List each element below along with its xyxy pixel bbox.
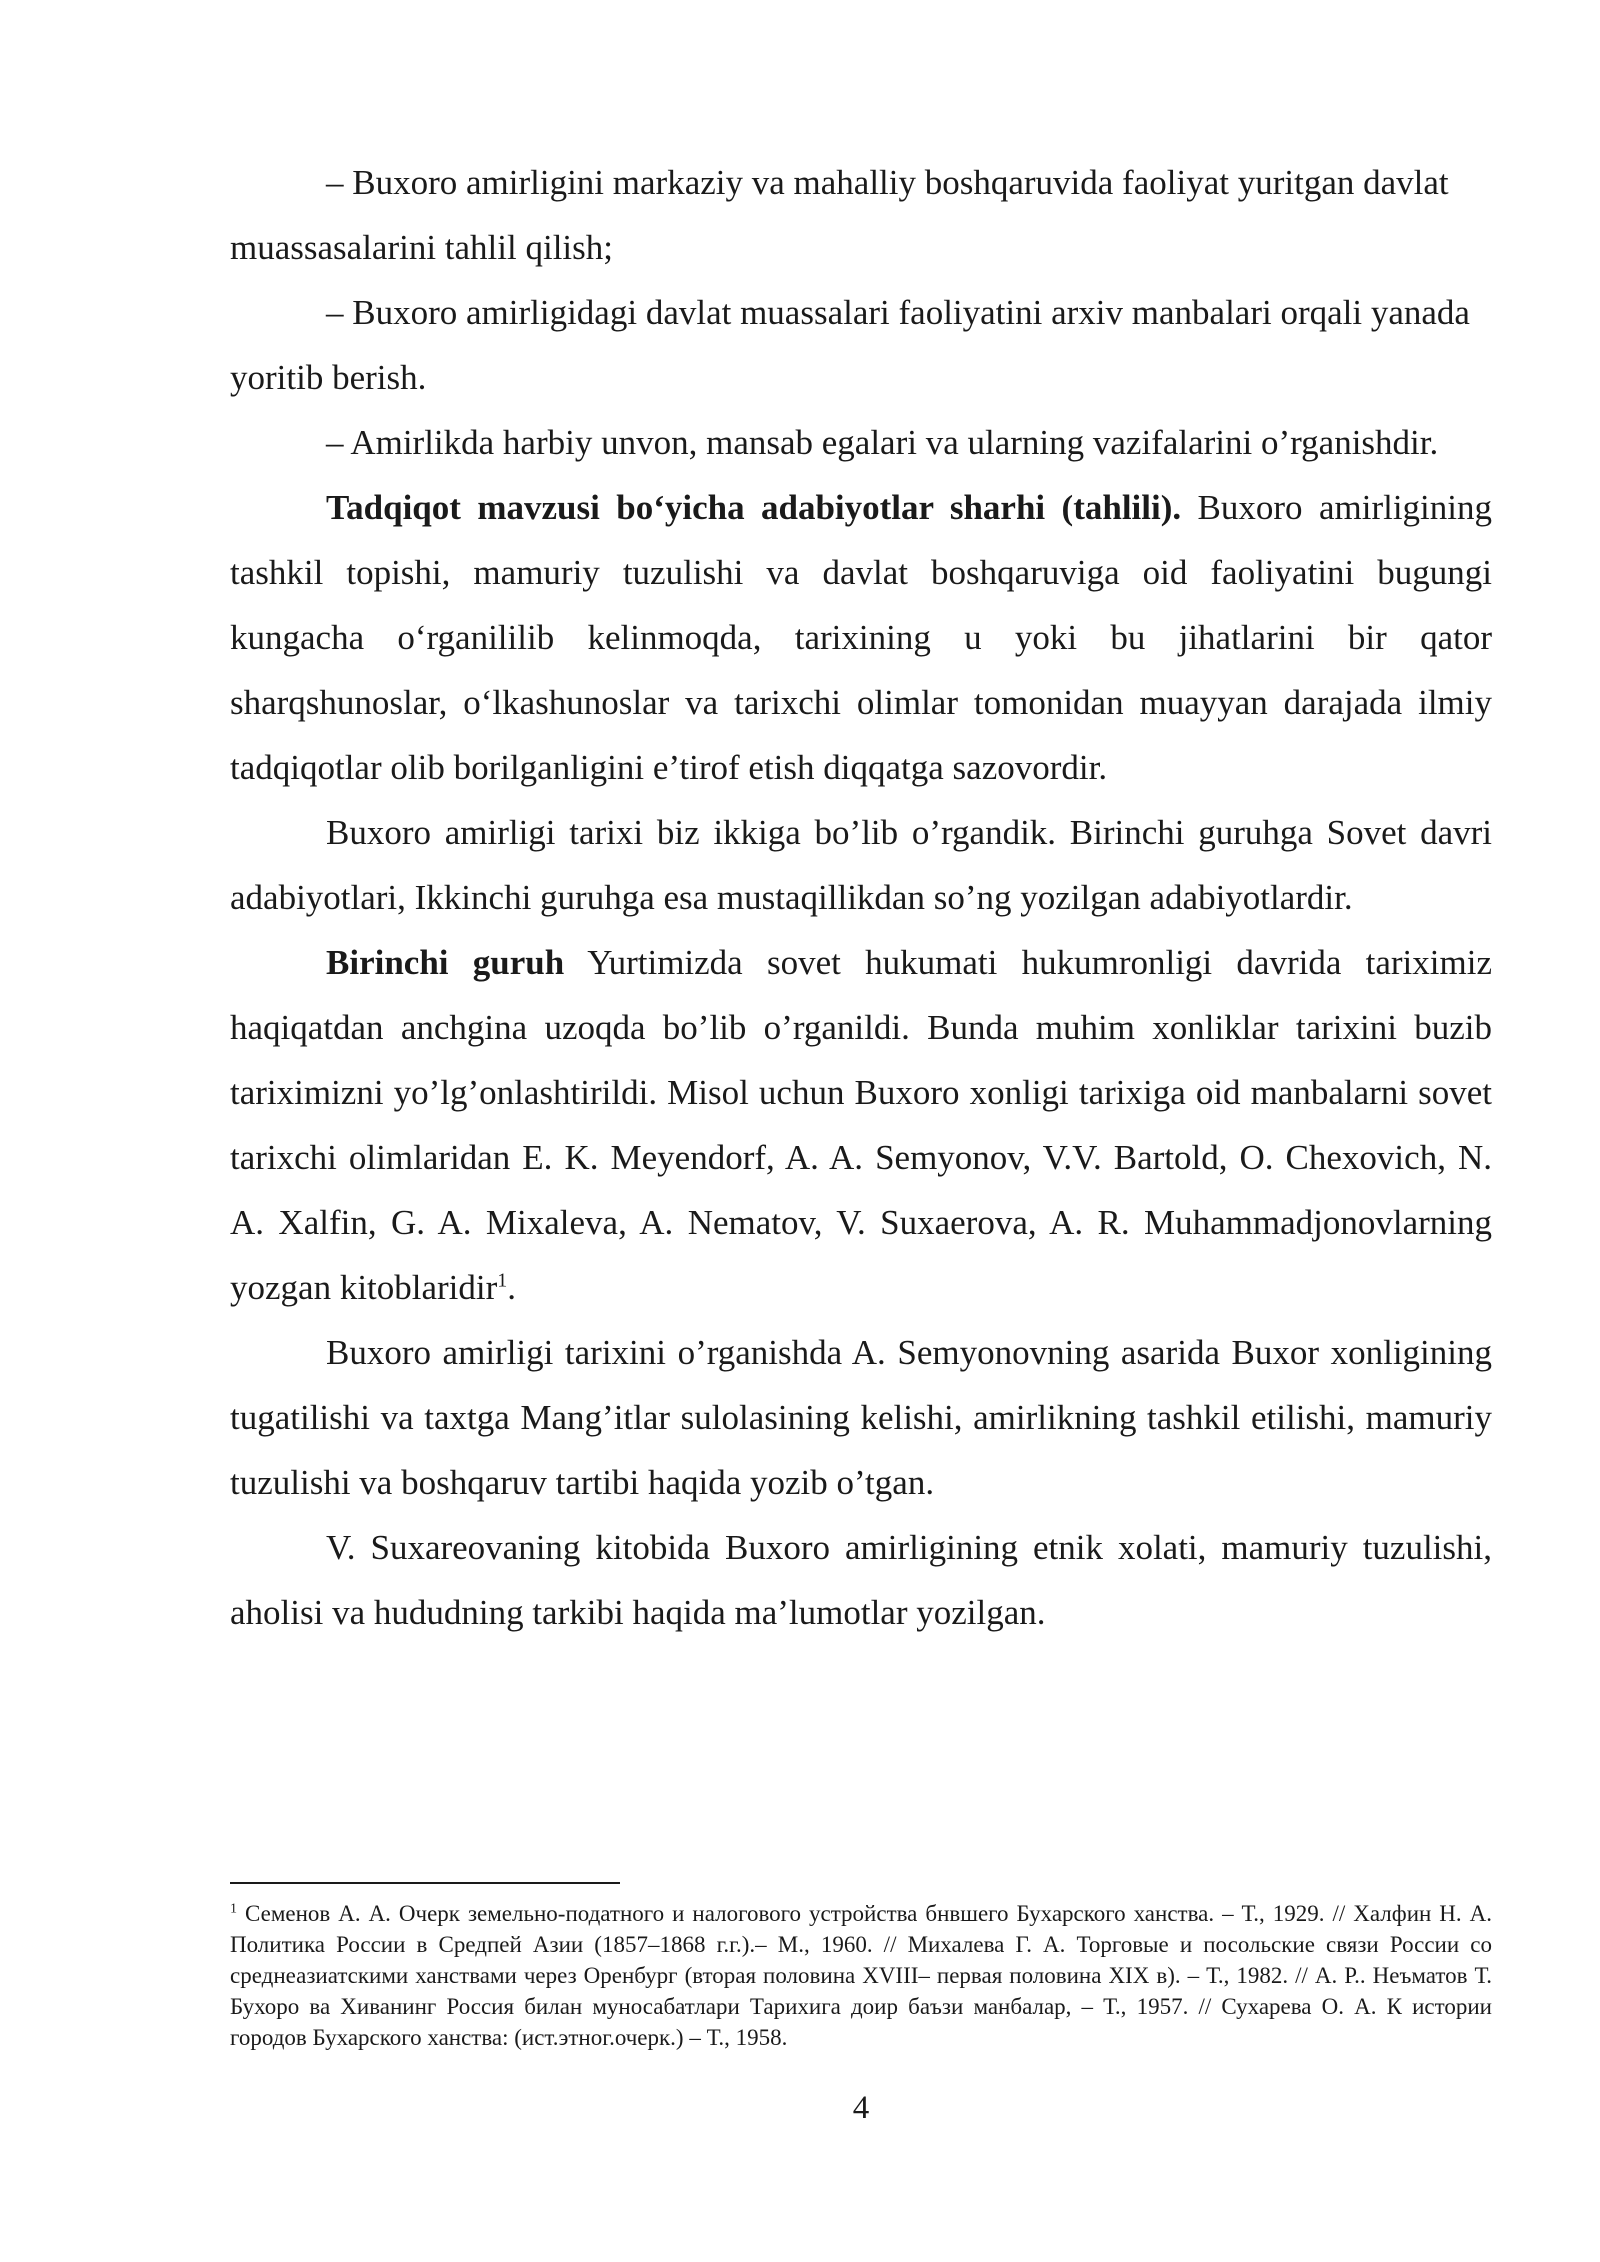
footnote-text: Семенов А. А. Очерк земельно-податного и налогового устройства бнвшего Бухарского ханства. – Т., 1929. // Халфин Н. А. Политика России в Средпей Азии (1857–1868 г.г.).– М., 1960. // Михалева Г. А. Торговые и посольские связи России со среднеазиатскими ханствами через Оренбург (вторая половина XVIII– первая половина XIX в). – Т., 1982. // А. Р.. Неъматов Т. Бухоро ва Хиванинг Россия билан муносабатлари Тарихига доир баъзи манбалар, – Т., 1957. // Сухарева О. А. К истории городов Бухарского ханства: (ист.этног.очерк.) – Т., 1958. [230,1901,1492,2050]
literature-review-heading: Tadqiqot mavzusi bo‘yicha adabiyotlar sharhi (tahlili). [326,488,1182,527]
suxareova-paragraph [230,1515,1492,1645]
footnote-number: 1 [230,1901,237,1917]
body-text [230,150,1492,1645]
suxareova-text: V. Suxareovaning kitobida Buxoro amirligining etnik xolati, mamuriy tuzulishi, aholisi va hududning tarkibi haqida ma’lumotlar yozilgan. [230,1528,1492,1632]
groups-paragraph [230,800,1492,930]
first-group-heading: Birinchi guruh [326,943,565,982]
objective-item-3-text: – Amirlikda harbiy unvon, mansab egalari va ularning vazifalarini o’rganishdir. [326,423,1439,462]
objective-item-2 [230,280,1492,410]
literature-review-text: Buxoro amirligining tashkil topishi, mamuriy tuzulishi va davlat boshqaruviga oid faoliyatini bugungi kungacha o‘rganililib kelinmoqda, tarixining u yoki bu jihatlarini bir qator sharqshunoslar, o‘lkashunoslar va tarixchi olimlar tomonidan muayyan darajada ilmiy tadqiqotlar olib borilganligini e’tirof etish diqqatga sazovordir. [230,488,1492,787]
semyonov-paragraph [230,1320,1492,1515]
literature-review-paragraph [230,475,1492,800]
objective-item-1 [230,150,1492,280]
footnote [230,1898,1492,2053]
objective-item-3 [230,410,1492,475]
page-number: 4 [852,2090,870,2126]
first-group-paragraph [230,930,1492,1320]
first-group-text: Yurtimizda sovet hukumati hukumronligi davrida tariximiz haqiqatdan anchgina uzoqda bo’lib o’rganildi. Bunda muhim xonliklar tarixini buzib tariximizni yo’lg’onlashtirildi. Misol uchun Buxoro xonligi tarixiga oid manbalarni sovet tarixchi olimlaridan E. K. Meyendorf, A. A. Semyonov, V.V. Bartold, O. Chexovich, N. A. Xalfin, G. A. Mixaleva, A. Nematov, V. Suxaerova, A. R. Muhammadjonovlarning yozgan kitoblaridir [230,943,1492,1307]
footnote-separator [230,1882,620,1884]
footnote-reference[interactable]: 1 [497,1269,508,1292]
groups-text: Buxoro amirligi tarixi biz ikkiga bo’lib o’rgandik. Birinchi guruhga Sovet davri adabiyotlari, Ikkinchi guruhga esa mustaqillikdan so’ng yozilgan adabiyotlardir. [230,813,1492,917]
objective-item-1-text: – Buxoro amirligini markaziy va mahalliy boshqaruvida faoliyat yuritgan davlat muassasalarini tahlil qilish; [230,163,1449,267]
semyonov-text: Buxoro amirligi tarixini o’rganishda A. Semyonovning asarida Buxor xonligining tugatilishi va taxtga Mang’itlar sulolasining kelishi, amirlikning tashkil etilishi, mamuriy tuzulishi va boshqaruv tartibi haqida yozib o’tgan. [230,1333,1492,1502]
objective-item-2-text: – Buxoro amirligidagi davlat muassalari faoliyatini arxiv manbalari orqali yanada yoritib berish. [230,293,1470,397]
first-group-tail: . [507,1268,517,1307]
